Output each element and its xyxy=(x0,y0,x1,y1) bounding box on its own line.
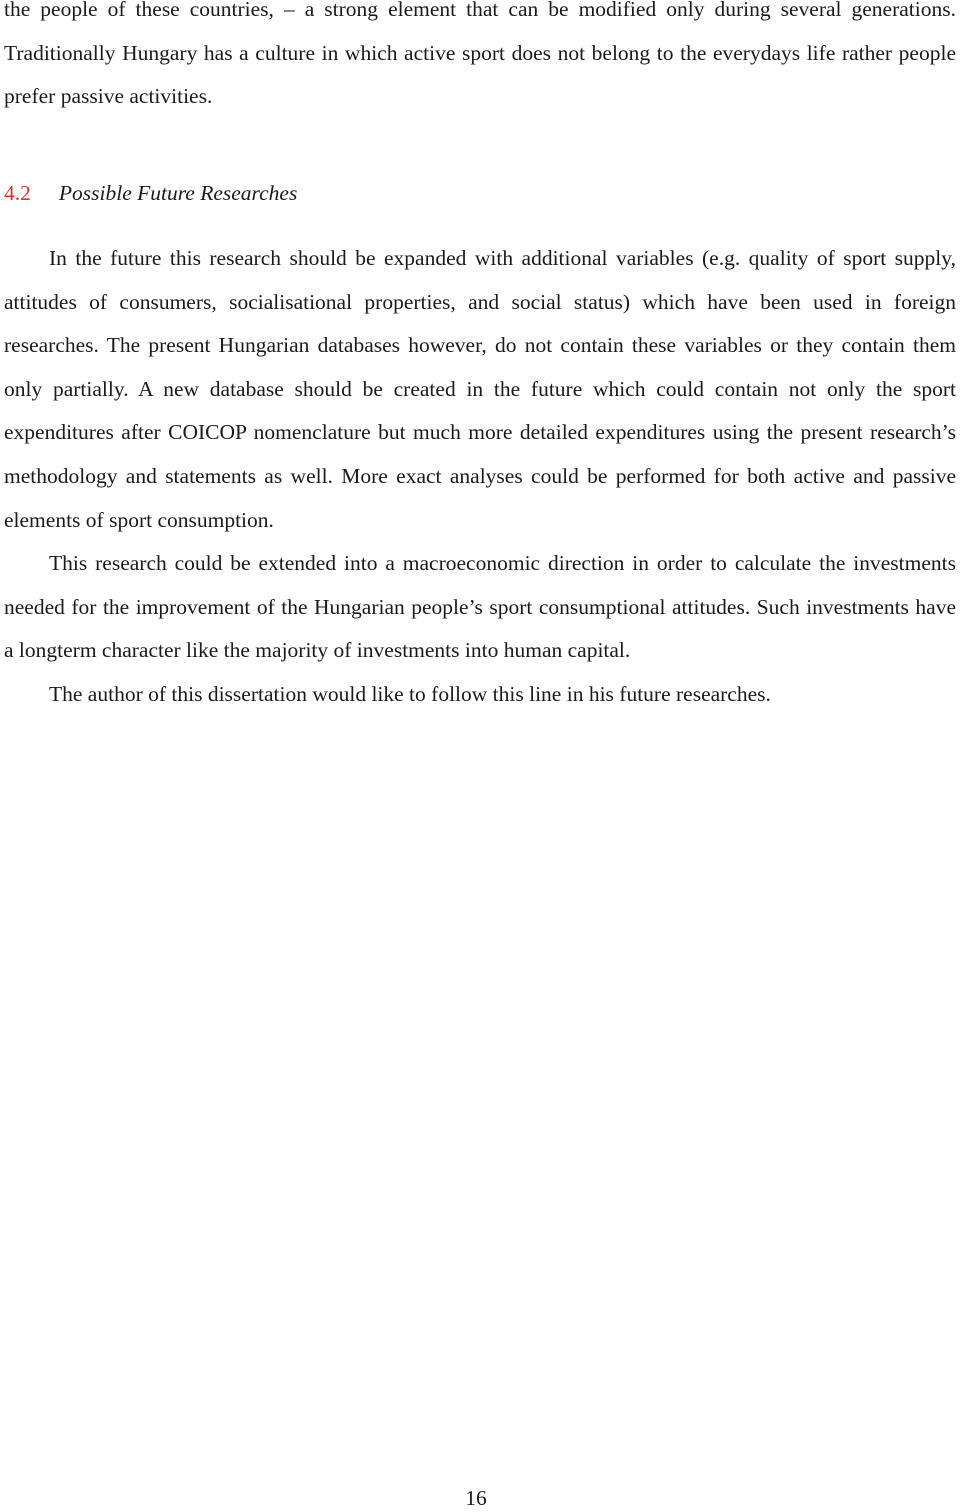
body-paragraph-2: This research could be extended into a macroeconomic direction in order to calculate the investments needed for the improvement of the Hungarian people’s sport consumptional attitudes. Such investments have a longterm character like the majority of investments into human capital. xyxy=(4,551,956,663)
section-body xyxy=(4,237,956,717)
page-number: 16 xyxy=(465,1486,487,1510)
lead-paragraph: the people of these countries, – a strong element that can be modified only during several generations. Traditionally Hungary has a culture in which active sport does not belong to the everydays life rather people prefer passive activities. xyxy=(4,0,956,109)
body-paragraph-1: In the future this research should be expanded with additional variables (e.g. quality of sport supply, attitudes of consumers, socialisational properties, and social status) which have been used in foreign researches. The present Hungarian databases however, do not contain these variables or they contain them only partially. A new database should be created in the future which could contain not only the sport expenditures after COICOP nomenclature but much more detailed expenditures using the present research’s methodology and statements as well. More exact analyses could be performed for both active and passive elements of sport consumption. xyxy=(4,246,956,532)
section-title: Possible Future Researches xyxy=(58,181,298,205)
section-number: 4.2 xyxy=(4,181,31,205)
section-heading xyxy=(4,178,956,208)
body-paragraph-3: The author of this dissertation would like to follow this line in his future researches. xyxy=(49,681,771,706)
